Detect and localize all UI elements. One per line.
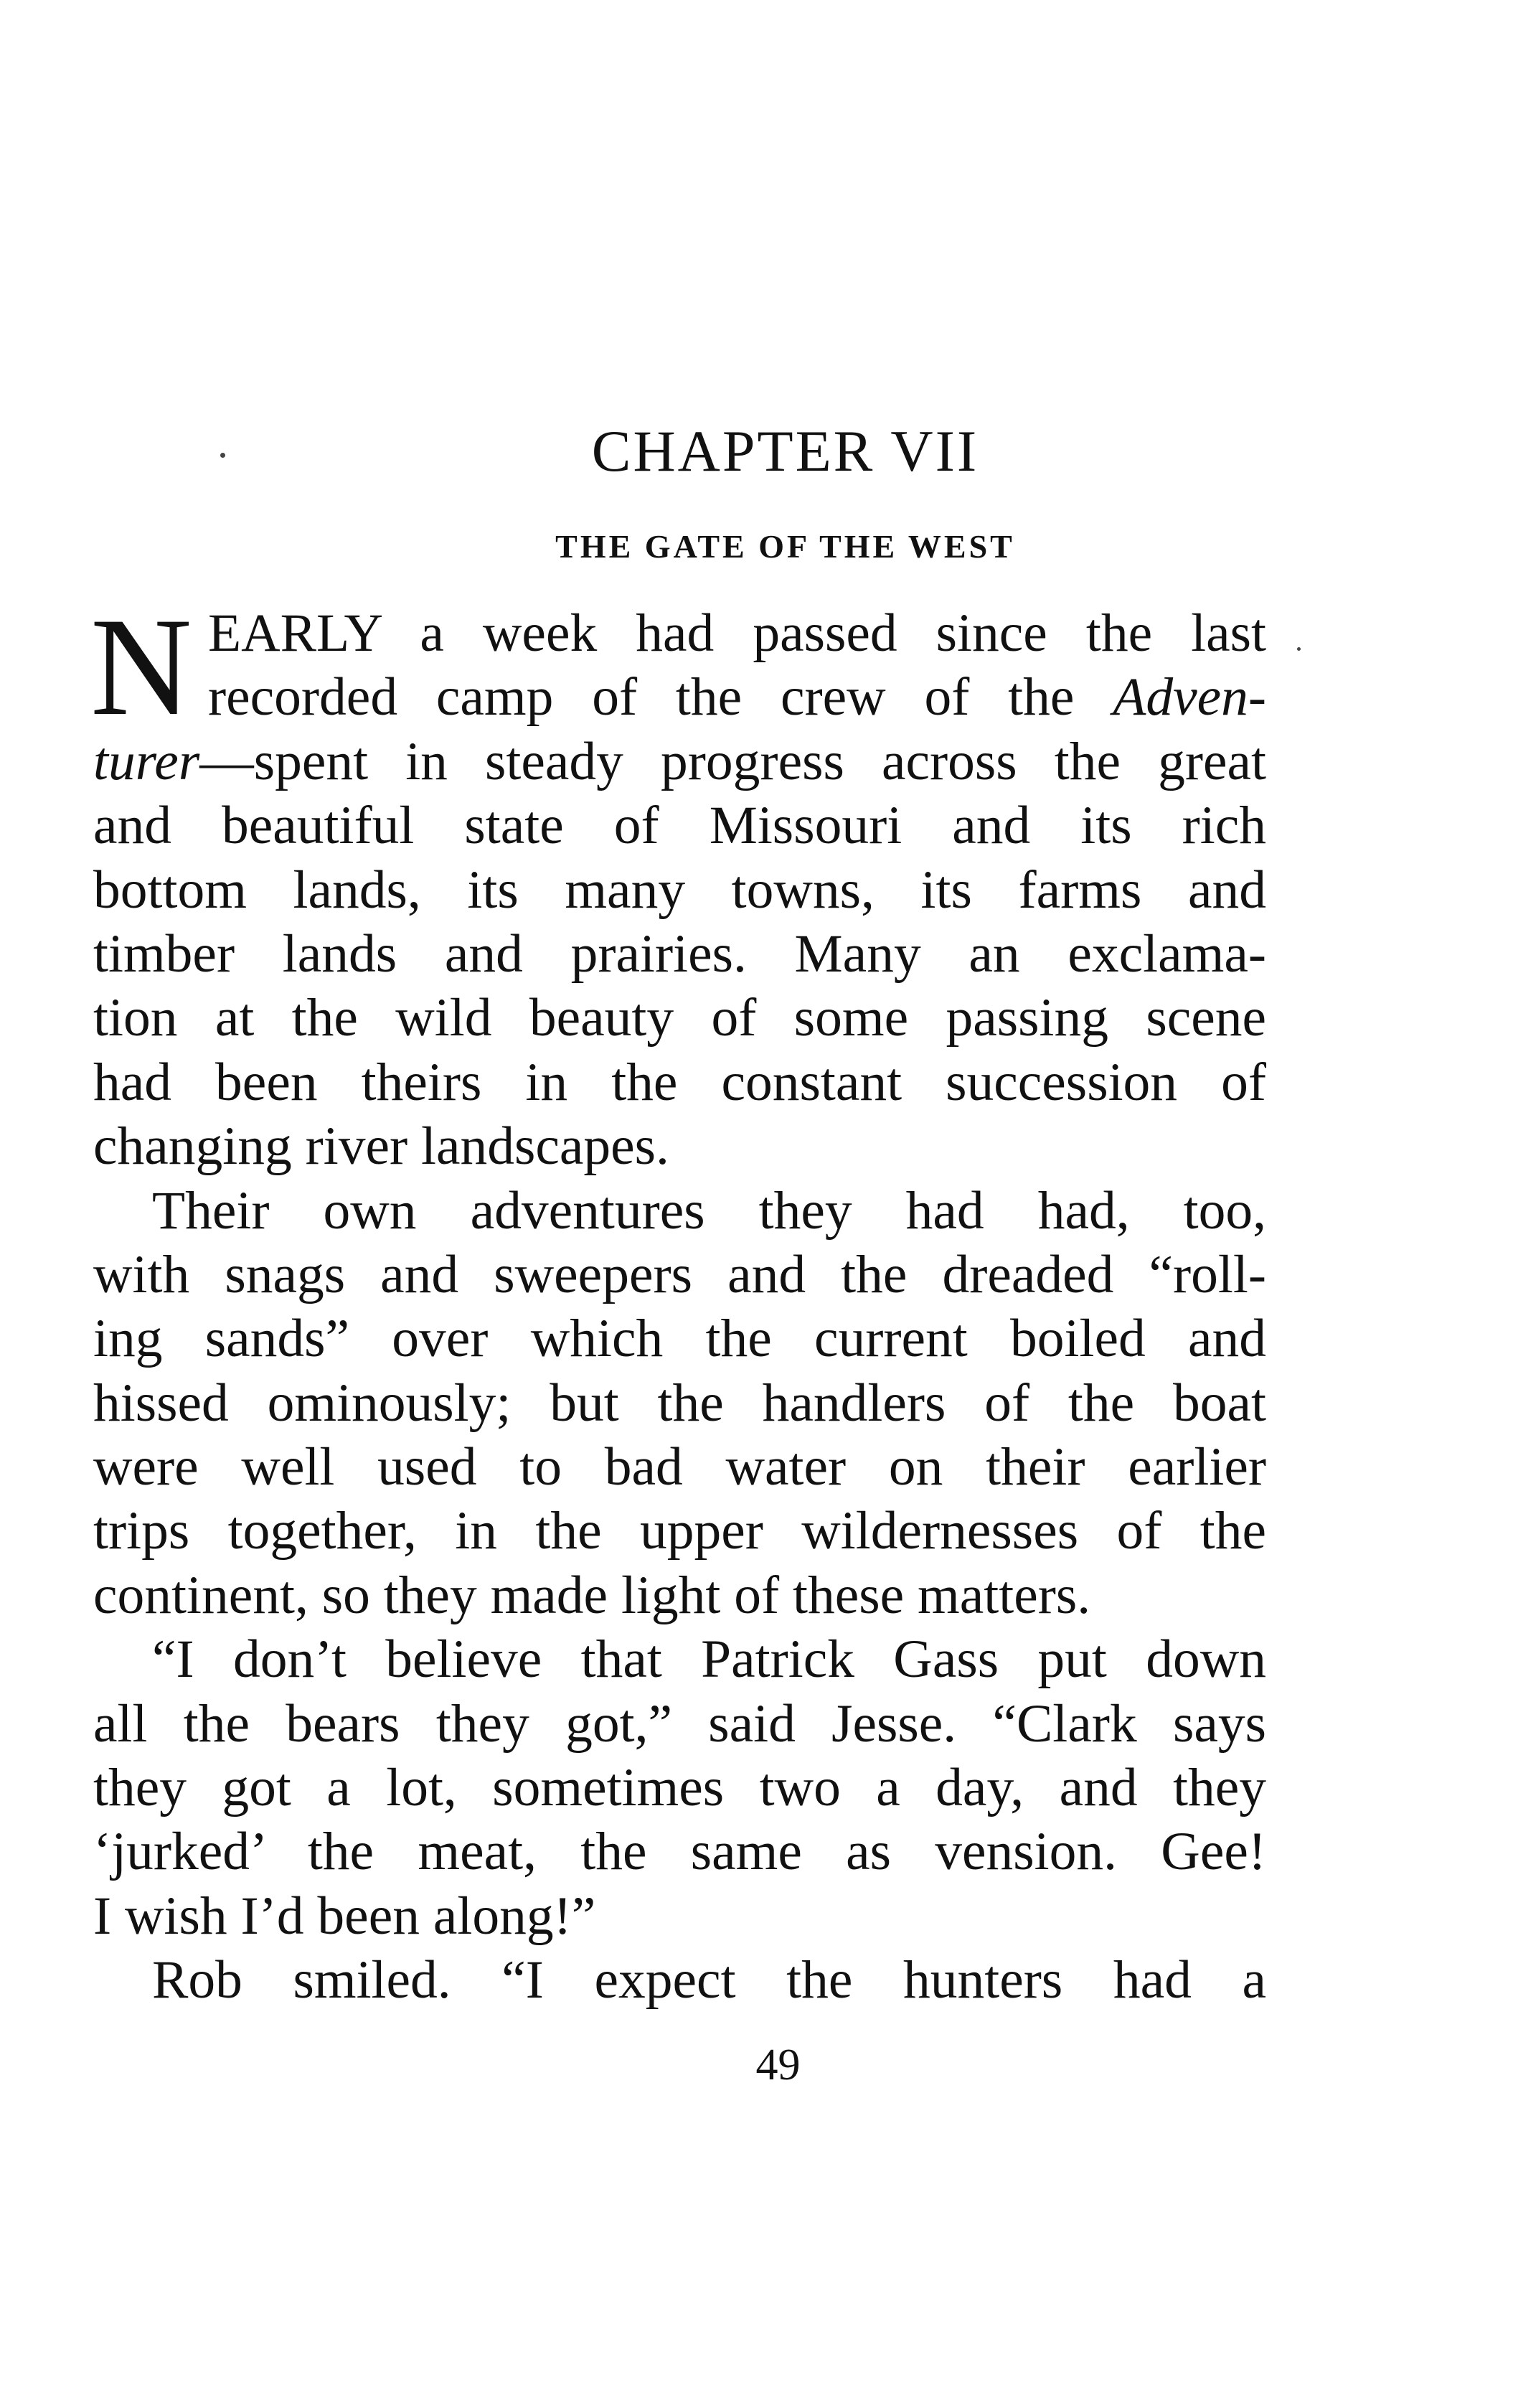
text-line: and beautiful state of Missouri and its rich — [93, 796, 1266, 856]
paragraph — [93, 1179, 1266, 1628]
text-line: Rob smiled. “I expect the hunters had a — [152, 1950, 1266, 2010]
chapter-body — [90, 589, 1266, 2013]
chapter-title: CHAPTER VII — [591, 418, 979, 484]
drop-cap: N — [90, 589, 192, 745]
text-line: bottom lands, its many towns, its farms and — [93, 860, 1266, 920]
text-line — [93, 730, 1266, 794]
text-line: tion at the wild beauty of some passing scene — [93, 988, 1266, 1048]
text-line: timber lands and prairies. Many an exclama- — [93, 923, 1266, 984]
paragraph — [93, 1627, 1266, 1948]
stray-mark — [1297, 647, 1301, 651]
text-line-content: recorded camp of the crew of the Adven- — [208, 667, 1266, 728]
text-line: with snags and sweepers and the dreaded “roll- — [93, 1244, 1266, 1304]
page-number: 49 — [755, 2041, 801, 2089]
text-line: hissed ominously; but the handlers of the boat — [93, 1373, 1266, 1433]
text-line: continent, so they made light of these matters. — [93, 1565, 1091, 1625]
paragraph — [93, 1948, 1266, 2012]
text-line: changing river landscapes. — [93, 1116, 669, 1177]
text-line: Their own adventures they had had, too, — [152, 1180, 1266, 1241]
text-line: had been theirs in the constant succession of — [93, 1052, 1266, 1112]
paragraph — [90, 589, 1266, 1179]
text-line: trips together, in the upper wildernesses of the — [93, 1501, 1266, 1561]
text-line-content: EARLY a week had passed since the last — [208, 603, 1266, 663]
italic-text: turer — [93, 731, 200, 791]
italic-text: Adven- — [1113, 667, 1266, 728]
text-line: were well used to bad water on their earlier — [93, 1437, 1266, 1497]
text-line: I wish I’d been along!” — [93, 1886, 596, 1946]
text-line-content: turer—spent in steady progress across the great — [93, 731, 1266, 791]
text-line: ‘jurked’ the meat, the same as vension. Gee! — [93, 1822, 1266, 1882]
text-line: “I don’t believe that Patrick Gass put down — [152, 1629, 1266, 1690]
text-line: they got a lot, sometimes two a day, and they — [93, 1758, 1266, 1818]
text-line: all the bears they got,” said Jesse. “Clark says — [93, 1693, 1266, 1754]
text-line: ing sands” over which the current boiled and — [93, 1309, 1266, 1369]
text-line — [93, 665, 1266, 729]
chapter-subtitle: THE GATE OF THE WEST — [555, 528, 1015, 565]
